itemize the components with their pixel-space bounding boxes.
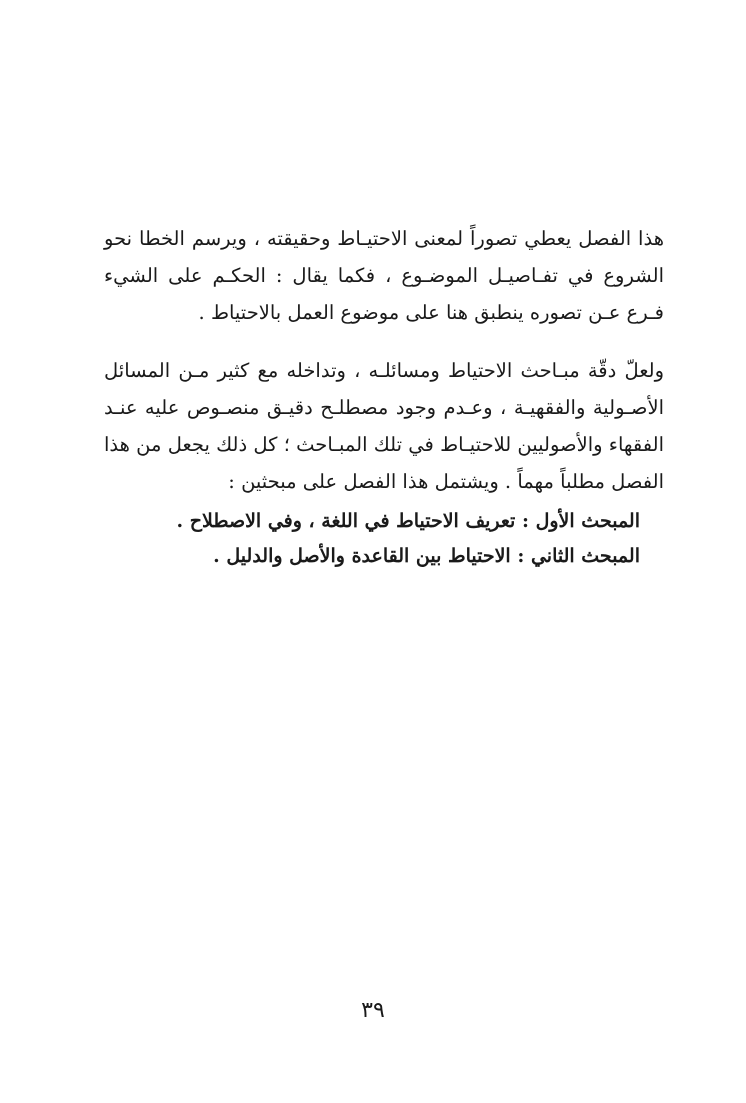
topic-item-second-section: المبحث الثاني : الاحتياط بين القاعدة والأصل والدليل .	[213, 545, 640, 567]
intro-paragraph: هذا الفصل يعطي تصوراً لمعنى الاحتيـاط وحقيقته ، ويرسم الخطا نحو الشروع في تفـاصيـل الموضـوع ، فكما يقال : الحكـم على الشيء فـرع عـن تصوره ينطبق هنا على موضوع العمل بالاحتياط .	[104, 227, 664, 324]
topic-item-first-section: المبحث الأول : تعريف الاحتياط في اللغة ، وفي الاصطلاح .	[176, 510, 640, 532]
chapter-topics-list	[104, 504, 640, 574]
page-number: ٣٩	[361, 998, 385, 1023]
scope-paragraph: ولعلّ دقّة مبـاحث الاحتياط ومسائلـه ، وتداخله مع كثير مـن المسائل الأصـولية والفقهيـة ، وعـدم وجود مصطلـح دقيـق منصـوص عليه عنـد الفقهاء والأصوليين للاحتيـاط في تلك المبـاحث ؛ كل ذلك يجعل من هذا الفصل مطلباً مهماً . ويشتمل هذا الفصل على مبحثين :	[104, 359, 664, 493]
